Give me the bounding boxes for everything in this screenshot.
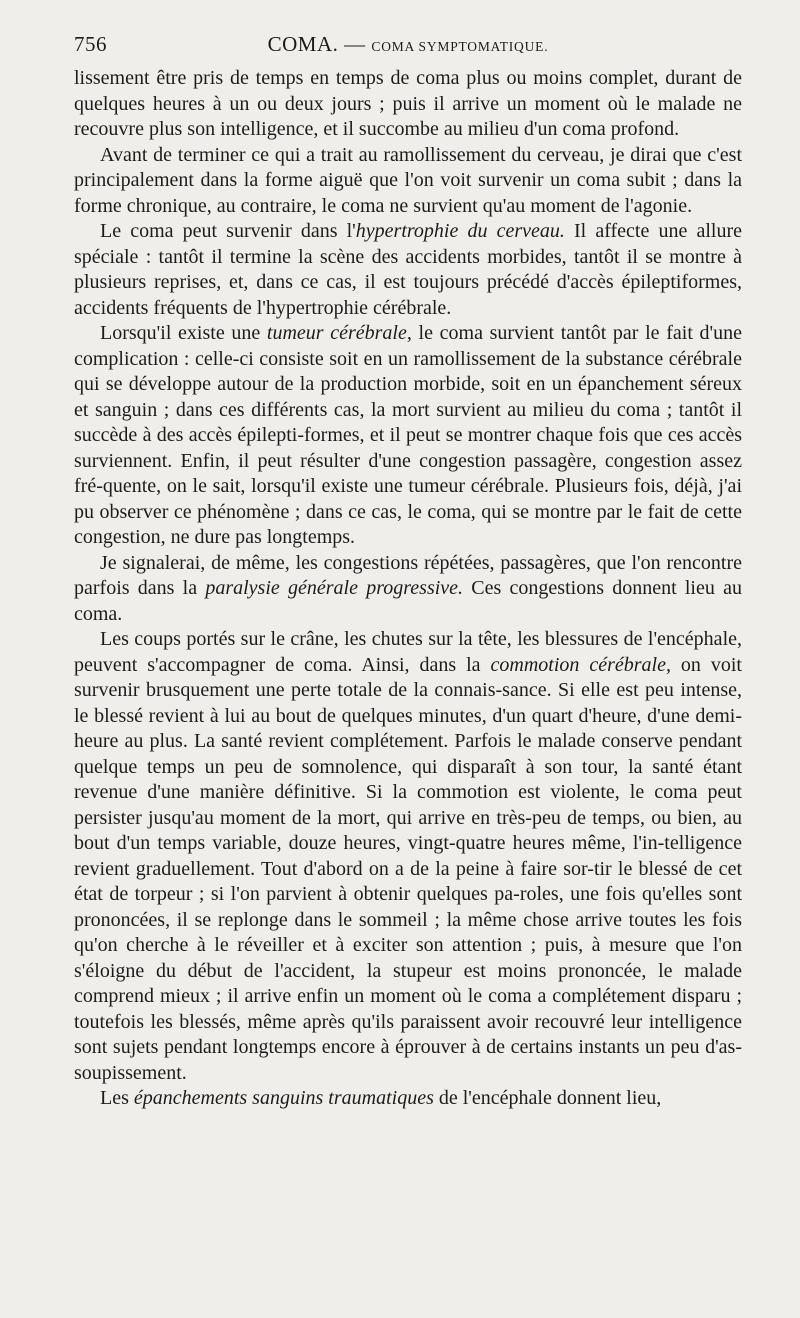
text-run: Je signalerai, de même, les congestions répétées, passagères, que l'on rencontre parfois dans la	[74, 551, 742, 599]
text-run: de l'encéphale donnent lieu,	[433, 1087, 662, 1109]
text-run: Le coma peut survenir dans l'	[100, 220, 356, 242]
running-title-main: COMA.	[267, 32, 339, 56]
italic-term: épanchements sanguins traumatiques	[133, 1087, 434, 1109]
text-run: Les	[100, 1087, 134, 1109]
text-run: Ces congestions donnent lieu au coma.	[74, 577, 742, 625]
text-run: Les coups portés sur le crâne, les chutes sur la tête, les blessures de l'encéphale, peuvent s'accompagner de coma. Ainsi, dans la	[74, 628, 742, 676]
body-text	[74, 66, 742, 1112]
paragraph	[74, 321, 742, 551]
italic-term: commotion cérébrale,	[490, 653, 671, 676]
running-header	[74, 32, 742, 62]
italic-term: paralysie générale progressive.	[205, 577, 464, 599]
paragraph	[74, 66, 742, 143]
running-title-separator: —	[344, 32, 366, 56]
running-title-sub: COMA SYMPTOMATIQUE.	[371, 39, 549, 54]
running-title	[74, 32, 742, 57]
page-number: 756	[74, 32, 107, 56]
paragraph	[74, 551, 742, 628]
text-run: on voit survenir brusquement une perte totale de la connais-sance. Si elle est peu intense, le blessé revient à lui au bout de quelques minutes, d'un quart d'heure, d'une demi-heure au plus. La santé revient complétement. Parfois le malade conserve pendant quelque temps un peu de somnolence, qui disparaît à son tour, la santé étant revenue d'une manière définitive. Si la commotion est violente, le coma peut persister jusqu'au moment de la mort, qui arrive en très-peu de temps, ou bien, au bout d'un temps variable, douze heures, vingt-quatre heures même, l'in-telligence revient graduellement. Tout d'abord on a de la peine à faire sor-tir le blessé de cet état de torpeur ; si l'on parvient à obtenir quelques pa-roles, une fois qu'elles sont prononcées, il se replonge dans le sommeil ; la même chose arrive toutes les fois qu'on cherche à le réveiller et à exciter son attention ; puis, à mesure que l'on s'éloigne du début de l'accident, la stupeur est moins prononcée, le malade comprend mieux ; il arrive enfin un moment où le coma a complétement disparu ; toutefois les blessés, même après qu'ils paraissent avoir recouvré leur intelligence sont sujets pendant longtemps encore à éprouver à de certains instants un peu d'as-soupissement.	[74, 653, 742, 1084]
text-run: Avant de terminer ce qui a trait au ramollissement du cerveau, je dirai que c'est principalement dans la forme aiguë que l'on voit survenir un coma subit ; dans la forme chronique, au contraire, le coma ne survient qu'au moment de l'agonie.	[74, 143, 742, 217]
text-run: Lorsqu'il existe une	[100, 322, 267, 344]
text-run: lissement être pris de temps en temps de coma plus ou moins complet, durant de quelques heures à un ou deux jours ; puis il arrive un moment où le malade ne recouvre plus son intelligence, et il succombe au milieu d'un coma profond.	[74, 67, 742, 140]
paragraph	[74, 219, 742, 321]
paragraph	[74, 627, 742, 1086]
italic-term: tumeur cérébrale,	[266, 322, 412, 344]
text-run: Il affecte une allure spéciale : tantôt il termine la scène des accidents morbides, tantôt il se montre à plusieurs reprises, et, dans ce cas, il est toujours précédé d'accès épileptiformes, accidents fréquents de l'hypertrophie cérébrale.	[74, 220, 742, 319]
paragraph	[74, 1086, 742, 1112]
paragraph	[74, 143, 742, 220]
italic-term: hypertrophie du cerveau.	[355, 220, 565, 242]
text-run: le coma survient tantôt par le fait d'une complication : celle-ci consiste soit en un ramollissement de la substance cérébrale qui se développe autour de la production morbide, soit en un épanchement séreux et sanguin ; dans ces différents cas, la mort survient au milieu du coma ; tantôt il succède à des accès épilepti-formes, et il peut se montrer chaque fois que ces accès surviennent. Enfin, il peut résulter d'une congestion passagère, congestion assez fré-quente, on le sait, lorsqu'il existe une tumeur cérébrale. Plusieurs fois, déjà, j'ai pu observer ce phénomène ; dans ce cas, le coma, qui se montre par le fait de cette congestion, ne dure pas longtemps.	[74, 322, 743, 548]
